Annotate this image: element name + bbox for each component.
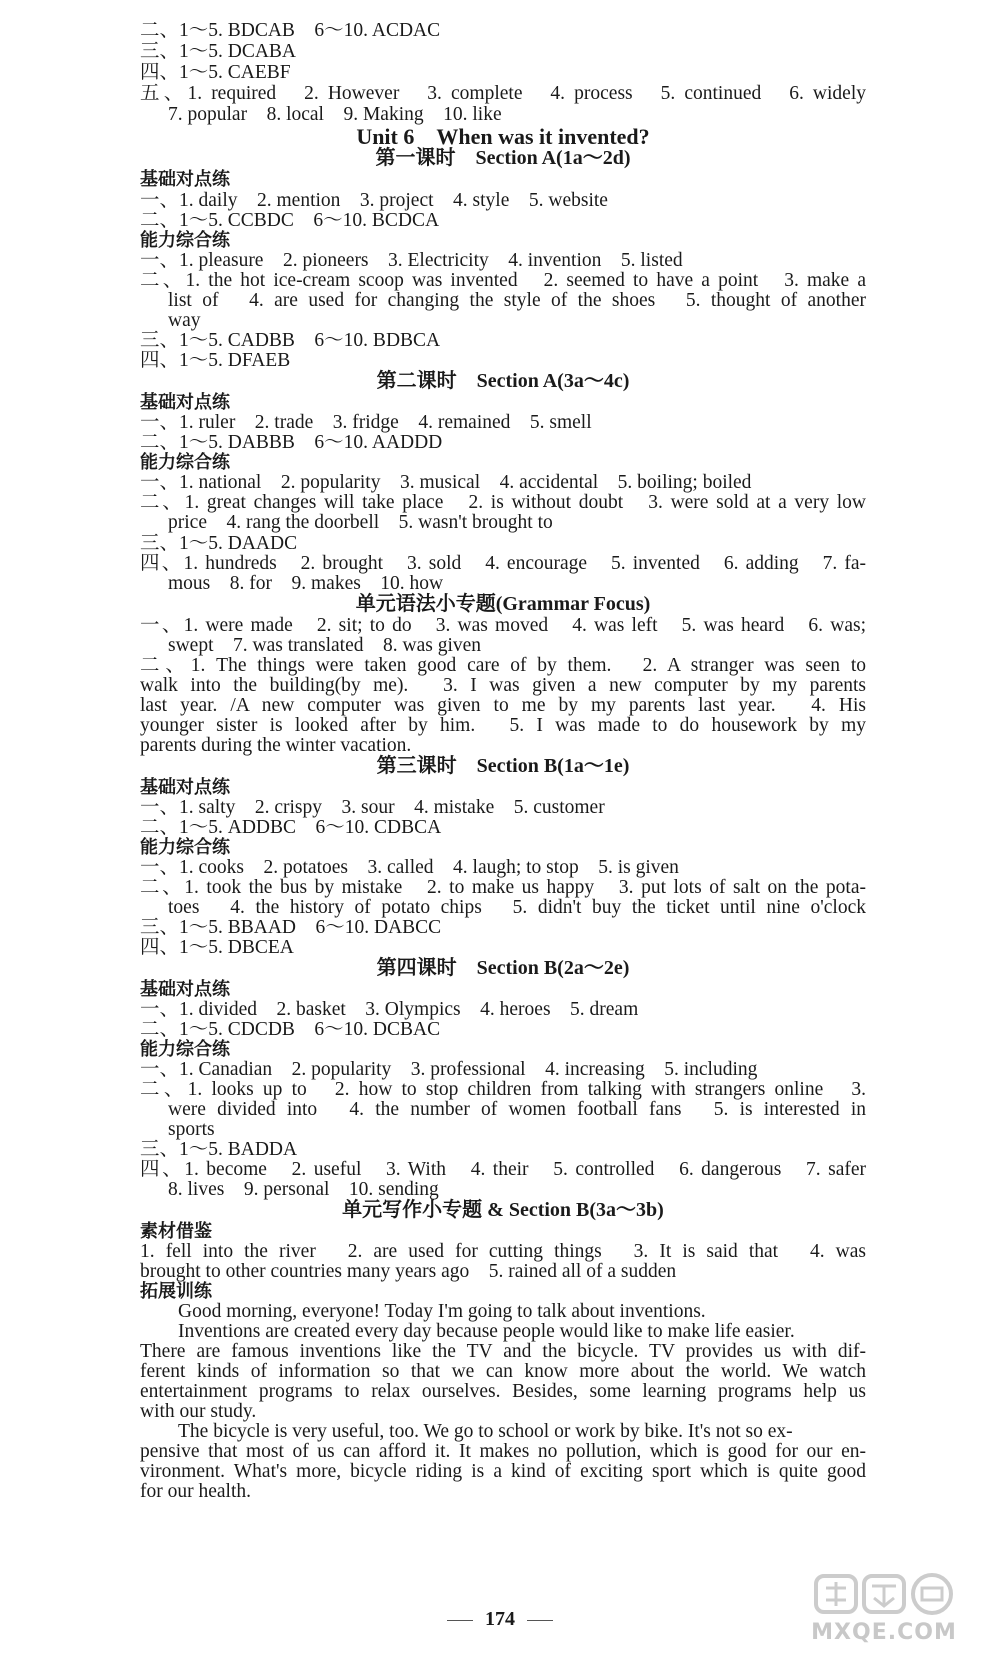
answer-line: 一、1. cooks 2. potatoes 3. called 4. laugh; to stop 5. is given [140, 857, 679, 878]
answer-line: 1. fell into the river 2. are used for cutting things 3. It is said that 4. was [140, 1241, 866, 1262]
watermark [784, 1572, 984, 1648]
answer-line: 一、1. ruler 2. trade 3. fridge 4. remained 5. smell [140, 412, 592, 433]
answer-line: 二、1～5. BDCAB 6～10. ACDAC [140, 20, 441, 41]
answer-line: 四、1. become 2. useful 3. With 4. their 5. controlled 6. dangerous 7. safer [140, 1159, 866, 1180]
answer-line: 四、1～5. DFAEB [140, 350, 291, 371]
answer-line: 三、1～5. BADDA [140, 1139, 298, 1160]
answer-line: list of 4. are used for changing the style of the shoes 5. thought of another [168, 290, 866, 311]
answer-line: 三、1～5. DAADC [140, 533, 298, 554]
answer-line: were divided into 4. the number of women football fans 5. is interested in [168, 1099, 866, 1120]
answer-line: last year. /A new computer was given to me by my parents last year. 4. His [140, 695, 866, 716]
answer-line: 二、1～5. CCBDC 6～10. BCDCA [140, 210, 440, 231]
answer-line: 二、1. great changes will take place 2. is without doubt 3. were sold at a very low [140, 492, 866, 513]
essay-line: pensive that most of us can afford it. It makes no pollution, which is good for our en- [140, 1441, 866, 1462]
subsection-label: 基础对点练 [140, 979, 230, 999]
answer-line: 8. lives 9. personal 10. sending [168, 1179, 439, 1200]
answer-line: 三、1～5. BBAAD 6～10. DABCC [140, 917, 442, 938]
essay-line: entertainment programs to relax ourselves. Besides, some learning programs help us [140, 1381, 866, 1402]
section-heading: 第一课时 Section A(1a～2d) [375, 147, 631, 169]
essay-line: The bicycle is very useful, too. We go to school or work by bike. It's not so ex- [178, 1421, 793, 1442]
essay-line: for our health. [140, 1481, 252, 1502]
section-heading: 第三课时 Section B(1a～1e) [376, 755, 630, 777]
answer-line: 四、1～5. DBCEA [140, 937, 294, 958]
answer-line: sports [168, 1119, 215, 1140]
answer-line: 一、1. national 2. popularity 3. musical 4. accidental 5. boiling; boiled [140, 472, 752, 493]
section-heading: 单元语法小专题(Grammar Focus) [355, 593, 651, 615]
subsection-label: 能力综合练 [140, 230, 230, 250]
subsection-label: 基础对点练 [140, 392, 230, 412]
answer-line: walk into the building(by me). 3. I was given a new computer by my parents [140, 675, 866, 696]
answer-line: younger sister is looked after by him. 5. I was made to do housework by my [140, 715, 866, 736]
answer-line: 一、1. salty 2. crispy 3. sour 4. mistake 5. customer [140, 797, 605, 818]
essay-line: There are famous inventions like the TV and the bicycle. TV provides us with dif- [140, 1341, 866, 1362]
answer-line: swept 7. was translated 8. was given [168, 635, 482, 656]
answer-line: 二、1. the hot ice-cream scoop was invented 2. seemed to have a point 3. make a [140, 270, 866, 291]
section-heading: 第二课时 Section A(3a～4c) [376, 370, 630, 392]
answer-line: toes 4. the history of potato chips 5. didn't buy the ticket until nine o'clock [168, 897, 866, 918]
page-number-value: 174 [485, 1608, 515, 1630]
essay-line: ferent kinds of information so that we can know more about the world. We watch [140, 1361, 866, 1382]
answer-line: 一、1. pleasure 2. pioneers 3. Electricity 4. invention 5. listed [140, 250, 683, 271]
subsection-label: 拓展训练 [140, 1281, 212, 1301]
subsection-label: 能力综合练 [140, 452, 230, 472]
essay-line: with our study. [140, 1401, 257, 1422]
answer-line: 一、1. daily 2. mention 3. project 4. style 5. website [140, 190, 608, 211]
essay-line: Good morning, everyone! Today I'm going to talk about inventions. [178, 1301, 706, 1322]
answer-line: price 4. rang the doorbell 5. wasn't brought to [168, 512, 553, 533]
answer-line: 五、1. required 2. However 3. complete 4. process 5. continued 6. widely [140, 83, 866, 104]
answer-line: 四、1～5. CAEBF [140, 62, 291, 83]
subsection-label: 能力综合练 [140, 1039, 230, 1059]
answer-line: 四、1. hundreds 2. brought 3. sold 4. encourage 5. invented 6. adding 7. fa- [140, 553, 866, 574]
page-number-dash-right [527, 1620, 553, 1621]
answer-line: 一、1. Canadian 2. popularity 3. professional 4. increasing 5. including [140, 1059, 758, 1080]
answer-line: 一、1. were made 2. sit; to do 3. was moved 4. was left 5. was heard 6. was; [140, 615, 866, 636]
watermark-logo [814, 1572, 954, 1616]
answer-line: 二、1. The things were taken good care of by them. 2. A stranger was seen to [140, 655, 866, 676]
unit-title: Unit 6 When was it invented? [356, 124, 650, 149]
answer-line: mous 8. for 9. makes 10. how [168, 573, 444, 594]
answer-line: 二、1～5. CDCDB 6～10. DCBAC [140, 1019, 441, 1040]
watermark-url: MXQE.COM [811, 1620, 957, 1645]
answer-line: 7. popular 8. local 9. Making 10. like [168, 104, 502, 125]
subsection-label: 基础对点练 [140, 169, 230, 189]
answer-line: 三、1～5. DCABA [140, 41, 297, 62]
answer-line: parents during the winter vacation. [140, 735, 412, 756]
answer-line: way [168, 310, 201, 331]
answer-line: 二、1～5. DABBB 6～10. AADDD [140, 432, 443, 453]
essay-line: Inventions are created every day because people would like to make life easier. [178, 1321, 795, 1342]
subsection-label: 素材借鉴 [140, 1221, 212, 1241]
subsection-label: 基础对点练 [140, 777, 230, 797]
answer-line: 二、1. took the bus by mistake 2. to make us happy 3. put lots of salt on the pota- [140, 877, 866, 898]
page-number-dash-left [447, 1620, 473, 1621]
subsection-label: 能力综合练 [140, 837, 230, 857]
section-heading: 单元写作小专题 & Section B(3a～3b) [342, 1199, 664, 1221]
answer-line: 二、1. looks up to 2. how to stop children from talking with strangers online 3. [140, 1079, 866, 1100]
answer-line: 三、1～5. CADBB 6～10. BDBCA [140, 330, 441, 351]
section-heading: 第四课时 Section B(2a～2e) [376, 957, 630, 979]
answer-line: brought to other countries many years ago 5. rained all of a sudden [140, 1261, 677, 1282]
essay-line: vironment. What's more, bicycle riding is a kind of exciting sport which is quite good [140, 1461, 866, 1482]
answer-line: 一、1. divided 2. basket 3. Olympics 4. heroes 5. dream [140, 999, 639, 1020]
answer-line: 二、1～5. ADDBC 6～10. CDBCA [140, 817, 442, 838]
